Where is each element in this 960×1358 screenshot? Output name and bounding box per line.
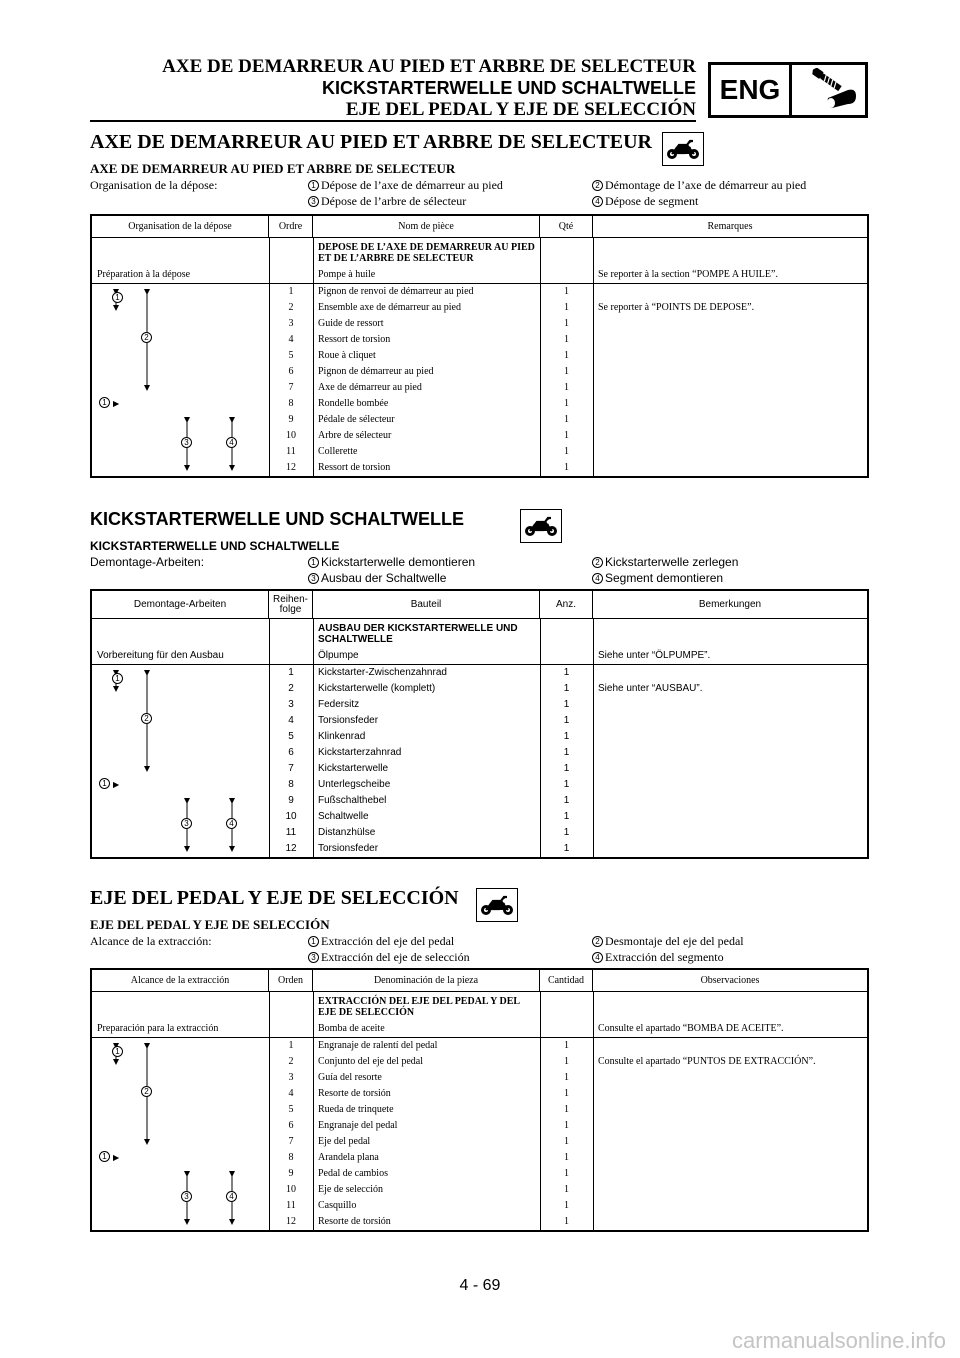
table-body bbox=[92, 284, 867, 476]
row-part: Ensemble axe de démarreur au pied bbox=[318, 302, 461, 313]
wrench-bolt-icon bbox=[792, 65, 865, 115]
eng-label: ENG bbox=[719, 74, 781, 105]
row-remark: Consulte el apartado “PUNTOS DE EXTRACCIÓN”. bbox=[598, 1056, 816, 1067]
row-order: 9 bbox=[288, 795, 294, 806]
diagram-step-number: 3 bbox=[181, 818, 192, 829]
row-order: 11 bbox=[285, 827, 297, 838]
row-qty: 1 bbox=[563, 731, 570, 742]
row-qty: 1 bbox=[564, 1056, 569, 1067]
row-part: Klinkenrad bbox=[318, 731, 366, 742]
row-part: Distanzhülse bbox=[318, 827, 376, 838]
row-qty: 1 bbox=[564, 334, 569, 345]
row-order: 10 bbox=[286, 430, 296, 441]
outline-step: 3 Extracción del eje de selección bbox=[308, 949, 470, 965]
row-order: 5 bbox=[288, 350, 294, 361]
table-body bbox=[92, 1038, 867, 1230]
row-order: 1 bbox=[288, 667, 294, 678]
row-qty: 1 bbox=[564, 1104, 569, 1115]
outline-step: 4 Segment demontieren bbox=[592, 570, 723, 586]
row-qty: 1 bbox=[564, 1120, 569, 1131]
row-order: 12 bbox=[286, 1216, 296, 1227]
row-order: 9 bbox=[288, 414, 294, 425]
removal-table bbox=[90, 968, 869, 1232]
row-order: 7 bbox=[288, 763, 294, 774]
table-prep-row: Preparación para la extracción EXTRACCIÓN DEL EJE DEL PEDAL Y DEL EJE DE SELECCIÓN Bomba de aceite Consulte el apartado “BOMBA DE ACEITE”. bbox=[92, 992, 867, 1038]
row-part: Resorte de torsión bbox=[318, 1088, 391, 1099]
removal-outline bbox=[90, 554, 869, 586]
outline-step: 3 Ausbau der Schaltwelle bbox=[308, 570, 446, 586]
outline-step: 2 Desmontaje del eje del pedal bbox=[592, 933, 744, 949]
outline-step: 1 Kickstarterwelle demontieren bbox=[308, 554, 475, 570]
outline-step: 2 Démontage de l’axe de démarreur au pied bbox=[592, 177, 806, 193]
row-order: 11 bbox=[286, 446, 296, 457]
row-order: 12 bbox=[286, 462, 296, 473]
diagram-step-number: 2 bbox=[141, 1086, 152, 1097]
removal-outline bbox=[90, 177, 869, 209]
row-qty: 1 bbox=[564, 398, 569, 409]
page-header-titles bbox=[162, 56, 696, 121]
row-order: 10 bbox=[285, 811, 297, 822]
table-body bbox=[92, 665, 867, 857]
row-part: Axe de démarreur au pied bbox=[318, 382, 422, 393]
row-qty: 1 bbox=[563, 747, 570, 758]
row-part: Pédale de sélecteur bbox=[318, 414, 395, 425]
row-order: 6 bbox=[288, 366, 294, 377]
row-order: 4 bbox=[288, 334, 294, 345]
row-qty: 1 bbox=[563, 715, 570, 726]
row-qty: 1 bbox=[563, 843, 570, 854]
section-title: KICKSTARTERWELLE UND SCHALTWELLE bbox=[90, 509, 464, 529]
row-qty: 1 bbox=[564, 1072, 569, 1083]
row-order: 5 bbox=[288, 1104, 294, 1115]
row-part: Kickstarter-Zwischenzahnrad bbox=[318, 667, 447, 678]
row-remark: Siehe unter “AUSBAU”. bbox=[598, 683, 703, 694]
row-qty: 1 bbox=[564, 318, 569, 329]
row-order: 5 bbox=[288, 731, 294, 742]
row-qty: 1 bbox=[563, 667, 570, 678]
row-qty: 1 bbox=[564, 1136, 569, 1147]
row-part: Arandela plana bbox=[318, 1152, 379, 1163]
row-part: Ressort de torsion bbox=[318, 334, 391, 345]
row-qty: 1 bbox=[563, 763, 570, 774]
row-qty: 1 bbox=[564, 462, 569, 473]
row-part: Torsionsfeder bbox=[318, 843, 379, 854]
row-qty: 1 bbox=[563, 811, 570, 822]
row-qty: 1 bbox=[564, 302, 569, 313]
section-title: AXE DE DEMARREUR AU PIED ET ARBRE DE SELECTEUR bbox=[90, 131, 652, 153]
row-order: 1 bbox=[288, 286, 294, 297]
section-fr bbox=[90, 130, 869, 473]
row-part: Rueda de trinquete bbox=[318, 1104, 394, 1115]
row-order: 9 bbox=[288, 1168, 294, 1179]
row-part: Kickstarterwelle bbox=[318, 763, 389, 774]
outline-step: 4 Dépose de segment bbox=[592, 193, 698, 209]
page-header bbox=[90, 56, 868, 122]
row-part: Fußschalthebel bbox=[318, 795, 387, 806]
removal-outline bbox=[90, 933, 869, 965]
header-title-es: EJE DEL PEDAL Y EJE DE SELECCIÓN bbox=[345, 99, 696, 120]
row-order: 2 bbox=[288, 683, 294, 694]
watermark: carmanualsonline.info bbox=[731, 1328, 946, 1353]
table-prep-row: Préparation à la dépose DEPOSE DE L’AXE DE DEMARREUR AU PIED ET DE L’ARBRE DE SELECTEUR Pompe à huile Se reporter à la section “POMPE A HUILE”. bbox=[92, 238, 867, 284]
row-qty: 1 bbox=[564, 446, 569, 457]
diagram-step-number: 4 bbox=[226, 818, 237, 829]
row-order: 4 bbox=[288, 1088, 294, 1099]
row-part: Federsitz bbox=[318, 699, 360, 710]
section-subtitle: EJE DEL PEDAL Y EJE DE SELECCIÓN bbox=[90, 917, 330, 932]
row-order: 7 bbox=[288, 382, 294, 393]
row-remark: Se reporter à “POINTS DE DEPOSE”. bbox=[598, 302, 755, 313]
row-qty: 1 bbox=[564, 1216, 569, 1227]
outline-step: 4 Extracción del segmento bbox=[592, 949, 724, 965]
row-part: Engranaje del pedal bbox=[318, 1120, 398, 1131]
diagram-step-number: 2 bbox=[141, 332, 152, 343]
row-order: 2 bbox=[288, 302, 294, 313]
row-qty: 1 bbox=[564, 350, 569, 361]
diagram-step-number: 1 bbox=[112, 673, 123, 684]
section-title: EJE DEL PEDAL Y EJE DE SELECCIÓN bbox=[90, 887, 459, 909]
row-qty: 1 bbox=[563, 699, 570, 710]
row-part: Roue à cliquet bbox=[318, 350, 376, 361]
row-part: Eje del pedal bbox=[318, 1136, 371, 1147]
outline-step: 2 Kickstarterwelle zerlegen bbox=[592, 554, 738, 570]
row-part: Collerette bbox=[318, 446, 358, 457]
row-order: 3 bbox=[288, 318, 294, 329]
outline-label: Organisation de la dépose: bbox=[90, 178, 218, 192]
row-part: Casquillo bbox=[318, 1200, 357, 1211]
diagram-step-number: 1 bbox=[112, 1046, 123, 1057]
row-part: Guía del resorte bbox=[318, 1072, 382, 1083]
diagram-step-number: 1 bbox=[112, 292, 123, 303]
outline-step: 1 Extracción del eje del pedal bbox=[308, 933, 454, 949]
row-order: 11 bbox=[286, 1200, 296, 1211]
row-order: 4 bbox=[288, 715, 294, 726]
diagram-step-number: 1 bbox=[99, 778, 110, 789]
row-qty: 1 bbox=[563, 683, 570, 694]
header-rule bbox=[90, 120, 696, 122]
row-part: Pignon de renvoi de démarreur au pied bbox=[318, 286, 474, 297]
diagram-step-number: 3 bbox=[181, 1191, 192, 1202]
row-order: 2 bbox=[288, 1056, 294, 1067]
row-order: 7 bbox=[288, 1136, 294, 1147]
row-part: Engranaje de ralentí del pedal bbox=[318, 1040, 438, 1051]
diagram-step-number: 4 bbox=[226, 1191, 237, 1202]
table-prep-row: Vorbereitung für den Ausbau AUSBAU DER KICKSTARTERWELLE UND SCHALTWELLE Ölpumpe Siehe unter “ÖLPUMPE”. bbox=[92, 619, 867, 665]
motorcycle-icon bbox=[520, 509, 562, 543]
removal-order-diagram bbox=[92, 665, 268, 857]
row-qty: 1 bbox=[564, 366, 569, 377]
outline-step: 1 Dépose de l’axe de démarreur au pied bbox=[308, 177, 503, 193]
row-qty: 1 bbox=[564, 286, 569, 297]
row-order: 12 bbox=[285, 843, 297, 854]
row-order: 1 bbox=[288, 1040, 294, 1051]
row-order: 6 bbox=[288, 747, 294, 758]
row-qty: 1 bbox=[564, 430, 569, 441]
section-es bbox=[90, 886, 869, 1227]
diagram-step-number: 2 bbox=[141, 713, 152, 724]
row-qty: 1 bbox=[564, 1184, 569, 1195]
row-part: Ressort de torsion bbox=[318, 462, 391, 473]
outline-label: Demontage-Arbeiten: bbox=[90, 555, 205, 569]
section-subtitle: AXE DE DEMARREUR AU PIED ET ARBRE DE SELECTEUR bbox=[90, 161, 456, 176]
outline-label: Alcance de la extracción: bbox=[90, 934, 212, 948]
row-part: Pedal de cambios bbox=[318, 1168, 388, 1179]
row-part: Pignon de démarreur au pied bbox=[318, 366, 434, 377]
header-title-fr: AXE DE DEMARREUR AU PIED ET ARBRE DE SELECTEUR bbox=[162, 56, 696, 77]
table-header: Organisation de la dépose Ordre Nom de pièce Qté Remarques bbox=[92, 216, 867, 238]
removal-order-diagram bbox=[92, 284, 268, 476]
diagram-step-number: 4 bbox=[226, 437, 237, 448]
row-part: Resorte de torsión bbox=[318, 1216, 391, 1227]
row-qty: 1 bbox=[564, 1200, 569, 1211]
row-qty: 1 bbox=[564, 382, 569, 393]
diagram-step-number: 1 bbox=[99, 1151, 110, 1162]
section-subtitle: KICKSTARTERWELLE UND SCHALTWELLE bbox=[90, 539, 340, 553]
row-part: Arbre de sélecteur bbox=[318, 430, 392, 441]
row-part: Unterlegscheibe bbox=[318, 779, 391, 790]
row-part: Rondelle bombée bbox=[318, 398, 389, 409]
table-header: Alcance de la extracción Orden Denominación de la pieza Cantidad Observaciones bbox=[92, 970, 867, 992]
row-part: Kickstarterwelle (komplett) bbox=[318, 683, 436, 694]
motorcycle-icon bbox=[662, 132, 704, 166]
removal-order-diagram bbox=[92, 1038, 268, 1230]
row-qty: 1 bbox=[564, 1168, 569, 1179]
row-qty: 1 bbox=[563, 827, 570, 838]
row-part: Schaltwelle bbox=[318, 811, 369, 822]
row-part: Torsionsfeder bbox=[318, 715, 379, 726]
row-part: Guide de ressort bbox=[318, 318, 384, 329]
section-de bbox=[90, 507, 869, 854]
row-order: 8 bbox=[288, 398, 294, 409]
row-order: 3 bbox=[288, 1072, 294, 1083]
diagram-step-number: 3 bbox=[181, 437, 192, 448]
row-order: 6 bbox=[288, 1120, 294, 1131]
row-part: Conjunto del eje del pedal bbox=[318, 1056, 423, 1067]
diagram-step-number: 1 bbox=[99, 397, 110, 408]
page-number: 4 - 69 bbox=[459, 1277, 501, 1294]
removal-table bbox=[90, 589, 869, 859]
row-qty: 1 bbox=[563, 795, 570, 806]
eng-badge bbox=[708, 62, 868, 118]
row-order: 8 bbox=[288, 779, 294, 790]
row-part: Kickstarterzahnrad bbox=[318, 747, 402, 758]
row-qty: 1 bbox=[564, 414, 569, 425]
row-qty: 1 bbox=[564, 1088, 569, 1099]
row-qty: 1 bbox=[564, 1040, 569, 1051]
row-qty: 1 bbox=[563, 779, 570, 790]
table-header: Demontage-Arbeiten Reihen-folge Bauteil Anz. Bemerkungen bbox=[92, 591, 867, 619]
motorcycle-icon bbox=[476, 888, 518, 922]
row-order: 3 bbox=[288, 699, 294, 710]
row-order: 8 bbox=[288, 1152, 294, 1163]
row-part: Eje de selección bbox=[318, 1184, 383, 1195]
header-title-de: KICKSTARTERWELLE UND SCHALTWELLE bbox=[322, 78, 696, 98]
outline-step: 3 Dépose de l’arbre de sélecteur bbox=[308, 193, 466, 209]
row-qty: 1 bbox=[564, 1152, 569, 1163]
removal-table bbox=[90, 214, 869, 478]
row-order: 10 bbox=[286, 1184, 296, 1195]
